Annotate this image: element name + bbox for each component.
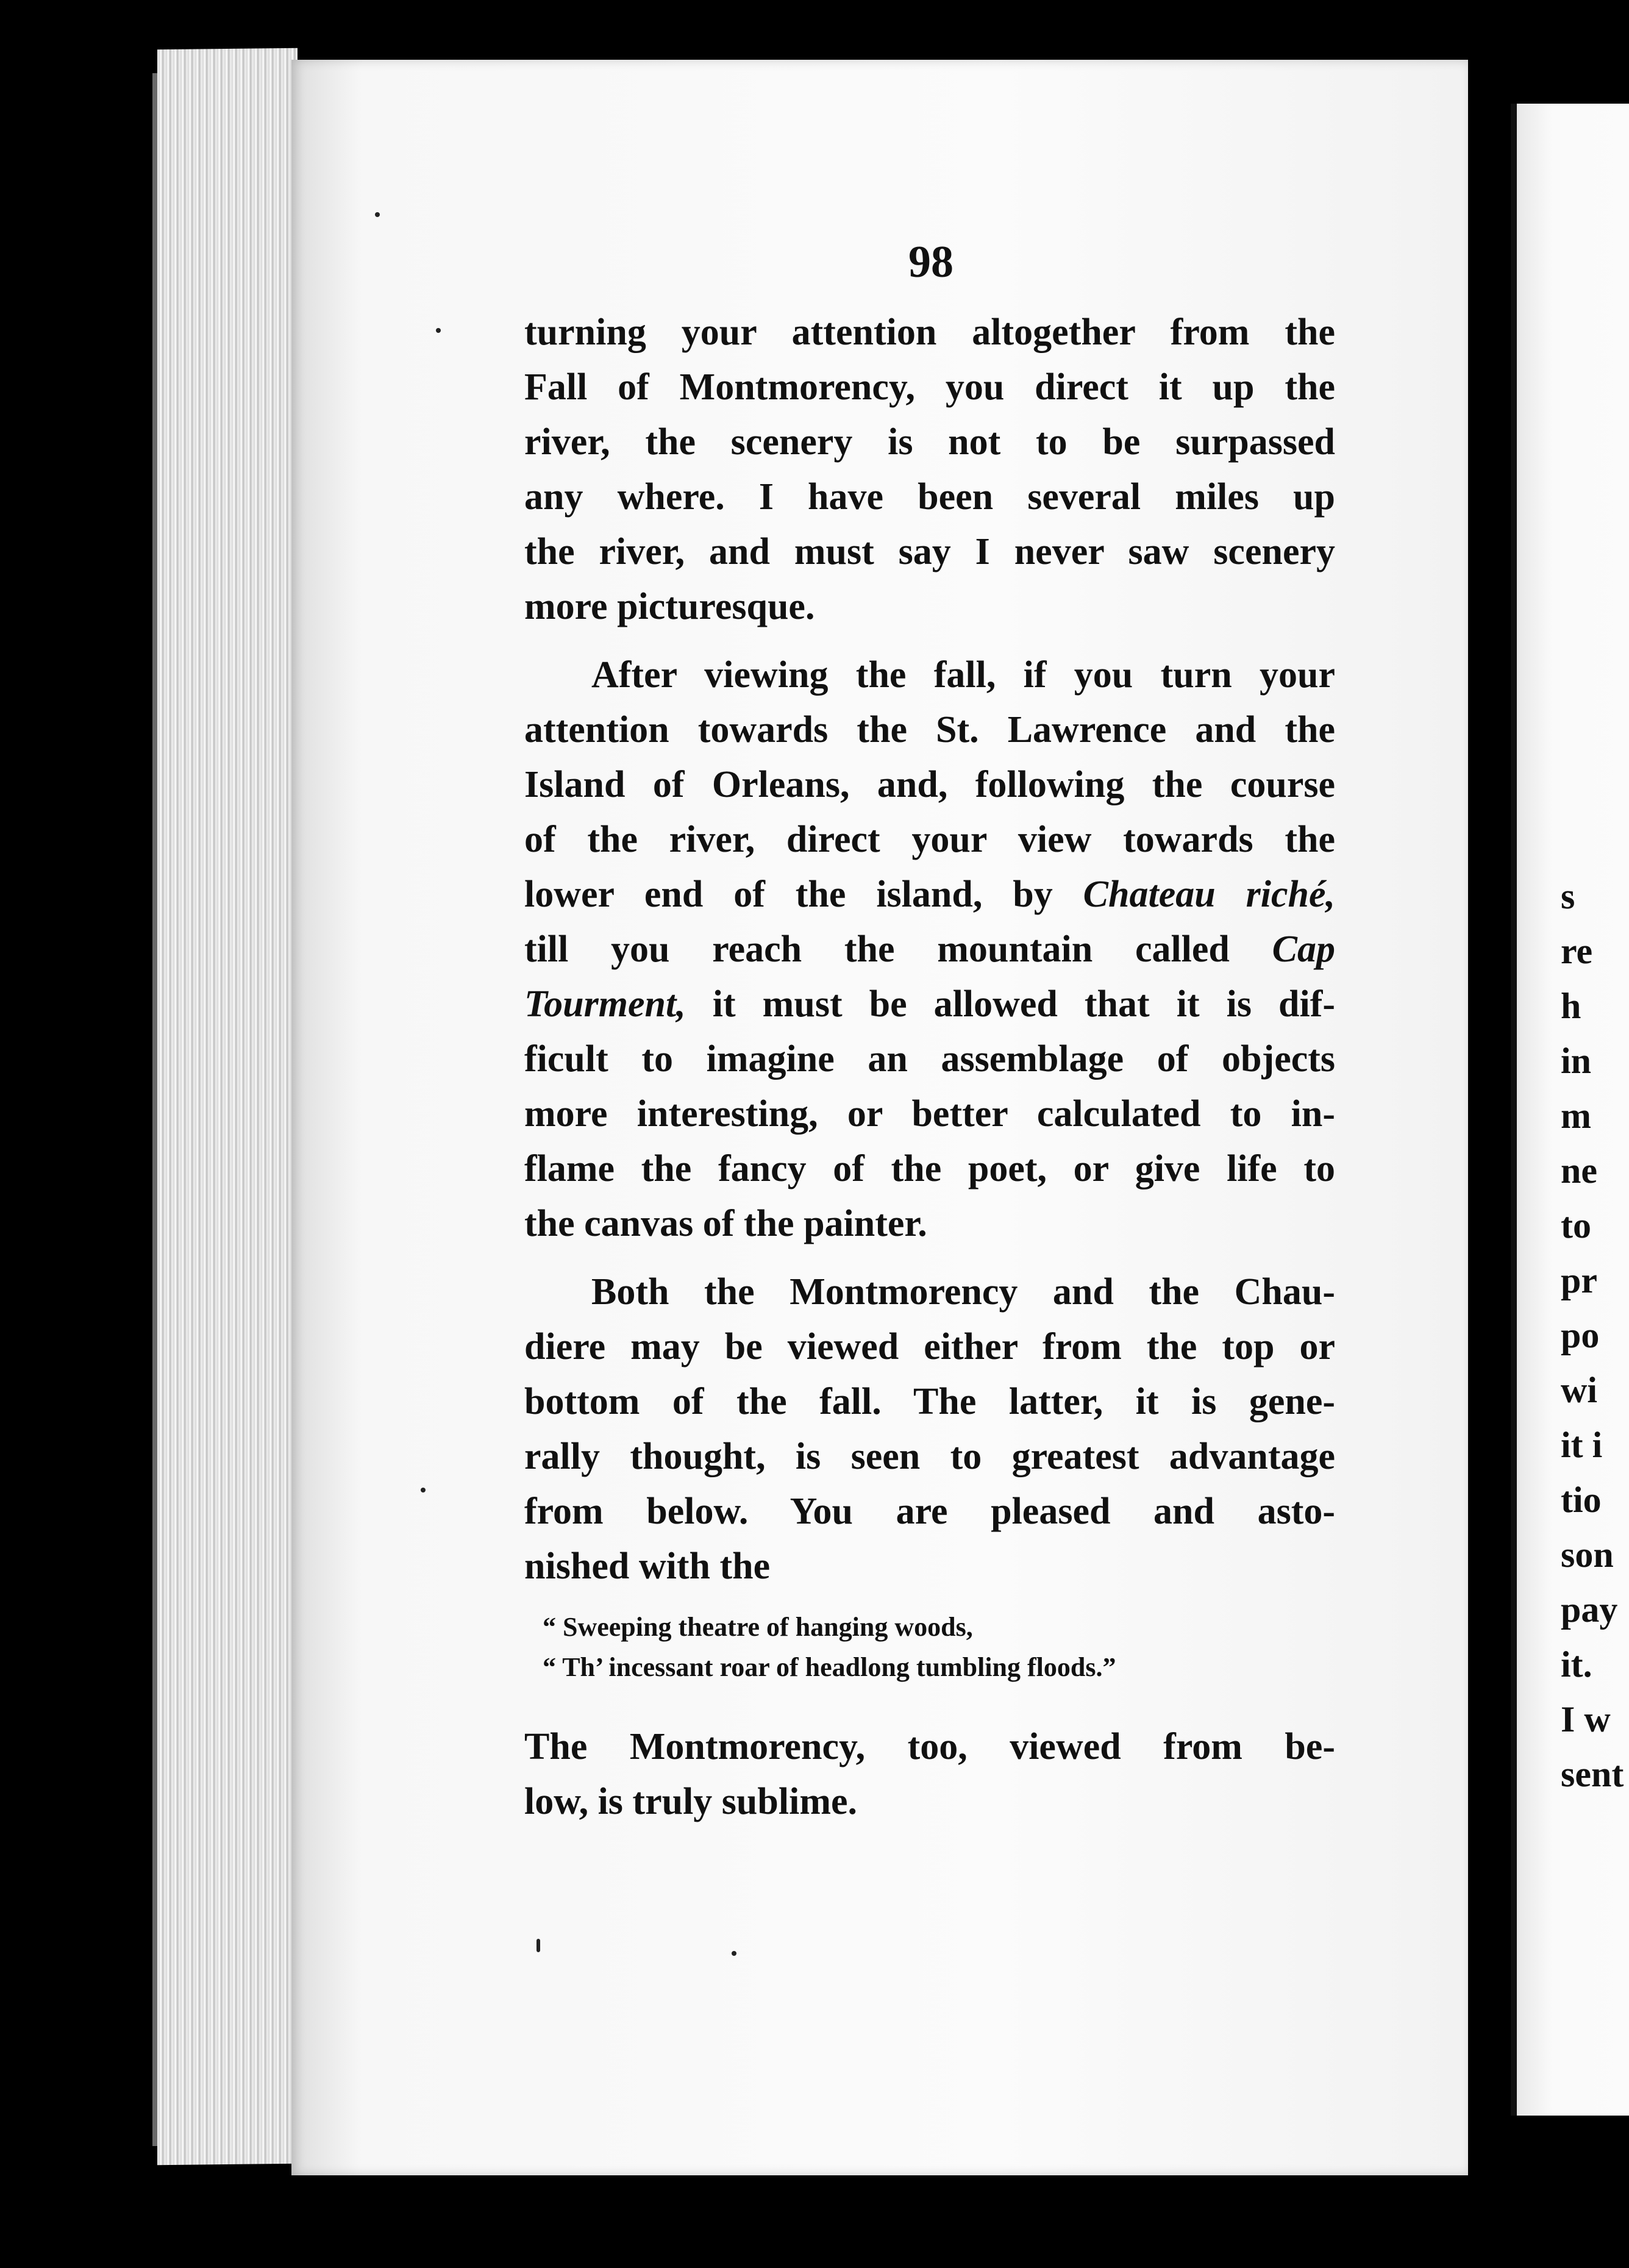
facing-page-fragment: I w [1561,1699,1611,1739]
verse-quote-line: “ Th’ incessant roar of headlong tumbling floods.” [543,1652,1116,1682]
ink-speck [375,212,380,217]
text-line: river, the scenery is not to be surpassed [524,421,1335,463]
text-run: till you reach the mountain called [524,929,1272,970]
text-run: it must be allowed that it is dif- [685,983,1335,1025]
text-line: of the river, direct your view towards the [524,819,1335,860]
text-line [524,977,1335,1032]
ink-speck [436,328,441,333]
text-line: from below. You are pleased and asto- [524,1491,1335,1532]
facing-page-fragment: m [1561,1096,1591,1136]
facing-page-fragment: in [1561,1041,1592,1081]
page-text [524,305,1335,1829]
page-edges [157,48,298,2165]
text-line: The Montmorency, too, viewed from be- [524,1726,1335,1767]
facing-page-fragment: pay [1561,1589,1618,1630]
facing-page-fragment: son [1561,1535,1614,1575]
facing-page-fragment: it. [1561,1644,1592,1685]
facing-page-fragment: ne [1561,1150,1597,1191]
text-line [524,867,1335,922]
italic-place-name: Cap [1272,929,1335,970]
facing-page-fragment: it i [1561,1425,1603,1465]
facing-page-fragment: to [1561,1205,1591,1246]
facing-page-fragment: tio [1561,1480,1602,1520]
text-line: diere may be viewed either from the top or [524,1326,1335,1368]
text-line: the canvas of the painter. [524,1203,927,1244]
ink-speck [732,1951,736,1956]
verse-quote-line: “ Sweeping theatre of hanging woods, [543,1612,973,1642]
facing-page-fragment: wi [1561,1370,1597,1410]
text-line: bottom of the fall. The latter, it is gene- [524,1381,1335,1422]
text-line: low, is truly sublime. [524,1781,858,1822]
facing-page-fragment: sent [1561,1754,1624,1794]
text-line: flame the fancy of the poet, or give life to [524,1148,1335,1189]
text-line: turning your attention altogether from the [524,312,1335,353]
facing-page-fragment: h [1561,986,1581,1026]
page-number: 98 [908,237,954,287]
paragraph-start: Both the Montmorency and the Chau- [591,1271,1335,1313]
text-line [524,922,1335,977]
facing-page-fragment: re [1561,931,1593,971]
text-line: Fall of Montmorency, you direct it up the [524,366,1335,408]
facing-page-text [1561,869,1624,1802]
facing-page-fragment: s [1561,876,1575,916]
italic-place-name: Chateau riché, [1083,874,1335,915]
text-line: more picturesque. [524,586,815,627]
paragraph-start: After viewing the fall, if you turn your [591,654,1335,696]
text-line: nished with the [524,1546,771,1587]
text-line: ficult to imagine an assemblage of objects [524,1038,1335,1080]
text-line: Island of Orleans, and, following the course [524,764,1335,805]
text-line: the river, and must say I never saw scenery [524,531,1335,572]
facing-page-fragment: po [1561,1315,1600,1355]
italic-place-name: Tourment, [524,983,686,1025]
text-line: more interesting, or better calculated to in- [524,1093,1335,1135]
facing-page-fragment: pr [1561,1260,1597,1300]
ink-speck [536,1939,540,1952]
text-run: lower end of the island, by [524,874,1083,915]
ink-speck [421,1488,426,1492]
text-line: any where. I have been several miles up [524,476,1335,518]
text-line: attention towards the St. Lawrence and the [524,709,1335,751]
text-line: rally thought, is seen to greatest advantage [524,1436,1335,1477]
